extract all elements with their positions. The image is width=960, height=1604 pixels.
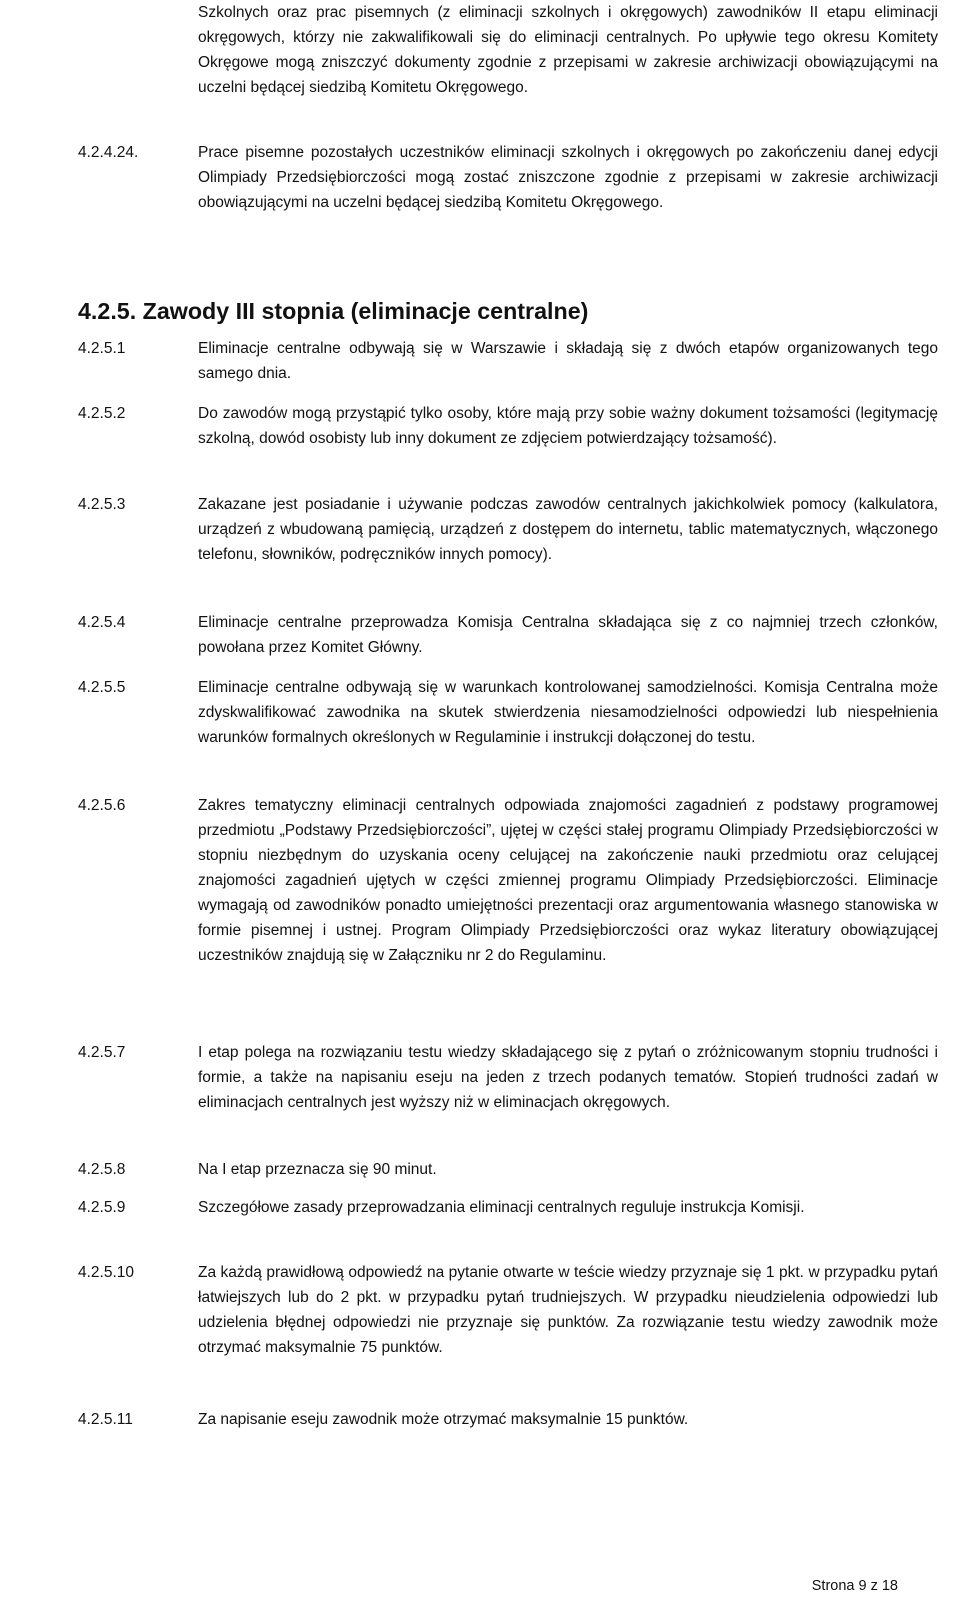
item-number-4-2-4-24: 4.2.4.24. <box>78 144 139 161</box>
item-number-4-2-5-3: 4.2.5.3 <box>78 496 126 513</box>
item-number-4-2-5-4: 4.2.5.4 <box>78 614 126 631</box>
item-number-4-2-5-1: 4.2.5.1 <box>78 340 126 357</box>
item-number-4-2-5-7: 4.2.5.7 <box>78 1044 126 1061</box>
item-text-4-2-5-8: Na I etap przeznacza się 90 minut. <box>198 1161 437 1178</box>
item-number-4-2-5-6: 4.2.5.6 <box>78 797 126 814</box>
item-number-4-2-5-5: 4.2.5.5 <box>78 679 126 696</box>
section-heading: 4.2.5. Zawody III stopnia (eliminacje centralne) <box>78 298 589 324</box>
item-number-4-2-5-9: 4.2.5.9 <box>78 1199 126 1216</box>
item-text-4-2-5-9: Szczegółowe zasady przeprowadzania eliminacji centralnych reguluje instrukcja Komisji. <box>198 1199 805 1216</box>
item-text-4-2-5-10: Za każdą prawidłową odpowiedź na pytanie otwarte w teście wiedzy przyznaje się 1 pkt. w przypadku pytań łatwiejszych lub do 2 pkt. w przypadku pytań trudniejszych. W przypadku nieudzielenia odpowiedzi lub udzielenia błędnej odpowiedzi nie przyznaje się punktów. Za rozwiązanie testu wiedzy zawodnik może otrzymać maksymalnie 75 punktów. <box>198 1264 938 1356</box>
item-text-4-2-5-4: Eliminacje centralne przeprowadza Komisja Centralna składająca się z co najmniej trzech członków, powołana przez Komitet Główny. <box>198 614 938 656</box>
item-text-4-2-5-7: I etap polega na rozwiązaniu testu wiedzy składającego się z pytań o zróżnicowanym stopniu trudności i formie, a także na napisaniu eseju na jeden z trzech podanych tematów. Stopień trudności zadań w eliminacjach centralnych jest wyższy niż w eliminacjach okręgowych. <box>198 1044 938 1111</box>
item-number-4-2-5-11: 4.2.5.11 <box>78 1411 133 1428</box>
item-number-4-2-5-10: 4.2.5.10 <box>78 1264 135 1281</box>
item-text-4-2-5-11: Za napisanie eseju zawodnik może otrzymać maksymalnie 15 punktów. <box>198 1411 689 1428</box>
item-text-4-2-5-5: Eliminacje centralne odbywają się w warunkach kontrolowanej samodzielności. Komisja Centralna może zdyskwalifikować zawodnika na skutek stwierdzenia niesamodzielności odpowiedzi lub niespełnienia warunków formalnych określonych w Regulaminie i instrukcji dołączonej do testu. <box>198 679 938 746</box>
item-text-4-2-4-24: Prace pisemne pozostałych uczestników eliminacji szkolnych i okręgowych po zakończeniu danej edycji Olimpiady Przedsiębiorczości mogą zostać zniszczone zgodnie z przepisami w zakresie archiwizacji obowiązującymi na uczelni będącej siedzibą Komitetu Okręgowego. <box>198 144 938 211</box>
item-text-4-2-5-6: Zakres tematyczny eliminacji centralnych odpowiada znajomości zagadnień z podstawy programowej przedmiotu „Podstawy Przedsiębiorczości”, ujętej w części stałej programu Olimpiady Przedsiębiorczości w stopniu niezbędnym do uzyskania oceny celującej na zakończenie nauki przedmiotu oraz celującej znajomości zagadnień ujętych w części zmiennej programu Olimpiady Przedsiębiorczości. Eliminacje wymagają od zawodników ponadto umiejętności prezentacji oraz argumentowania własnego stanowiska w formie pisemnej i ustnej. Program Olimpiady Przedsiębiorczości oraz wykaz literatury obowiązującej uczestników znajdują się w Załączniku nr 2 do Regulaminu. <box>198 797 938 964</box>
page-number: Strona 9 z 18 <box>811 1578 898 1594</box>
item-text-4-2-5-3: Zakazane jest posiadanie i używanie podczas zawodów centralnych jakichkolwiek pomocy (kalkulatora, urządzeń z wbudowaną pamięcią, urządzeń z dostępem do internetu, tablic matematycznych, włączonego telefonu, słowników, podręczników innych pomocy). <box>198 496 938 563</box>
item-text-4-2-5-2: Do zawodów mogą przystąpić tylko osoby, które mają przy sobie ważny dokument tożsamości (legitymację szkolną, dowód osobisty lub inny dokument ze zdjęciem potwierdzający tożsamość). <box>198 405 938 447</box>
item-number-4-2-5-8: 4.2.5.8 <box>78 1161 126 1178</box>
continuation-paragraph: Szkolnych oraz prac pisemnych (z eliminacji szkolnych i okręgowych) zawodników II etapu eliminacji okręgowych, którzy nie zakwalifikowali się do eliminacji centralnych. Po upływie tego okresu Komitety Okręgowe mogą zniszczyć dokumenty zgodnie z przepisami w zakresie archiwizacji obowiązującymi na uczelni będącej siedzibą Komitetu Okręgowego. <box>198 4 938 96</box>
item-text-4-2-5-1: Eliminacje centralne odbywają się w Warszawie i składają się z dwóch etapów organizowanych tego samego dnia. <box>198 340 938 382</box>
item-number-4-2-5-2: 4.2.5.2 <box>78 405 126 422</box>
